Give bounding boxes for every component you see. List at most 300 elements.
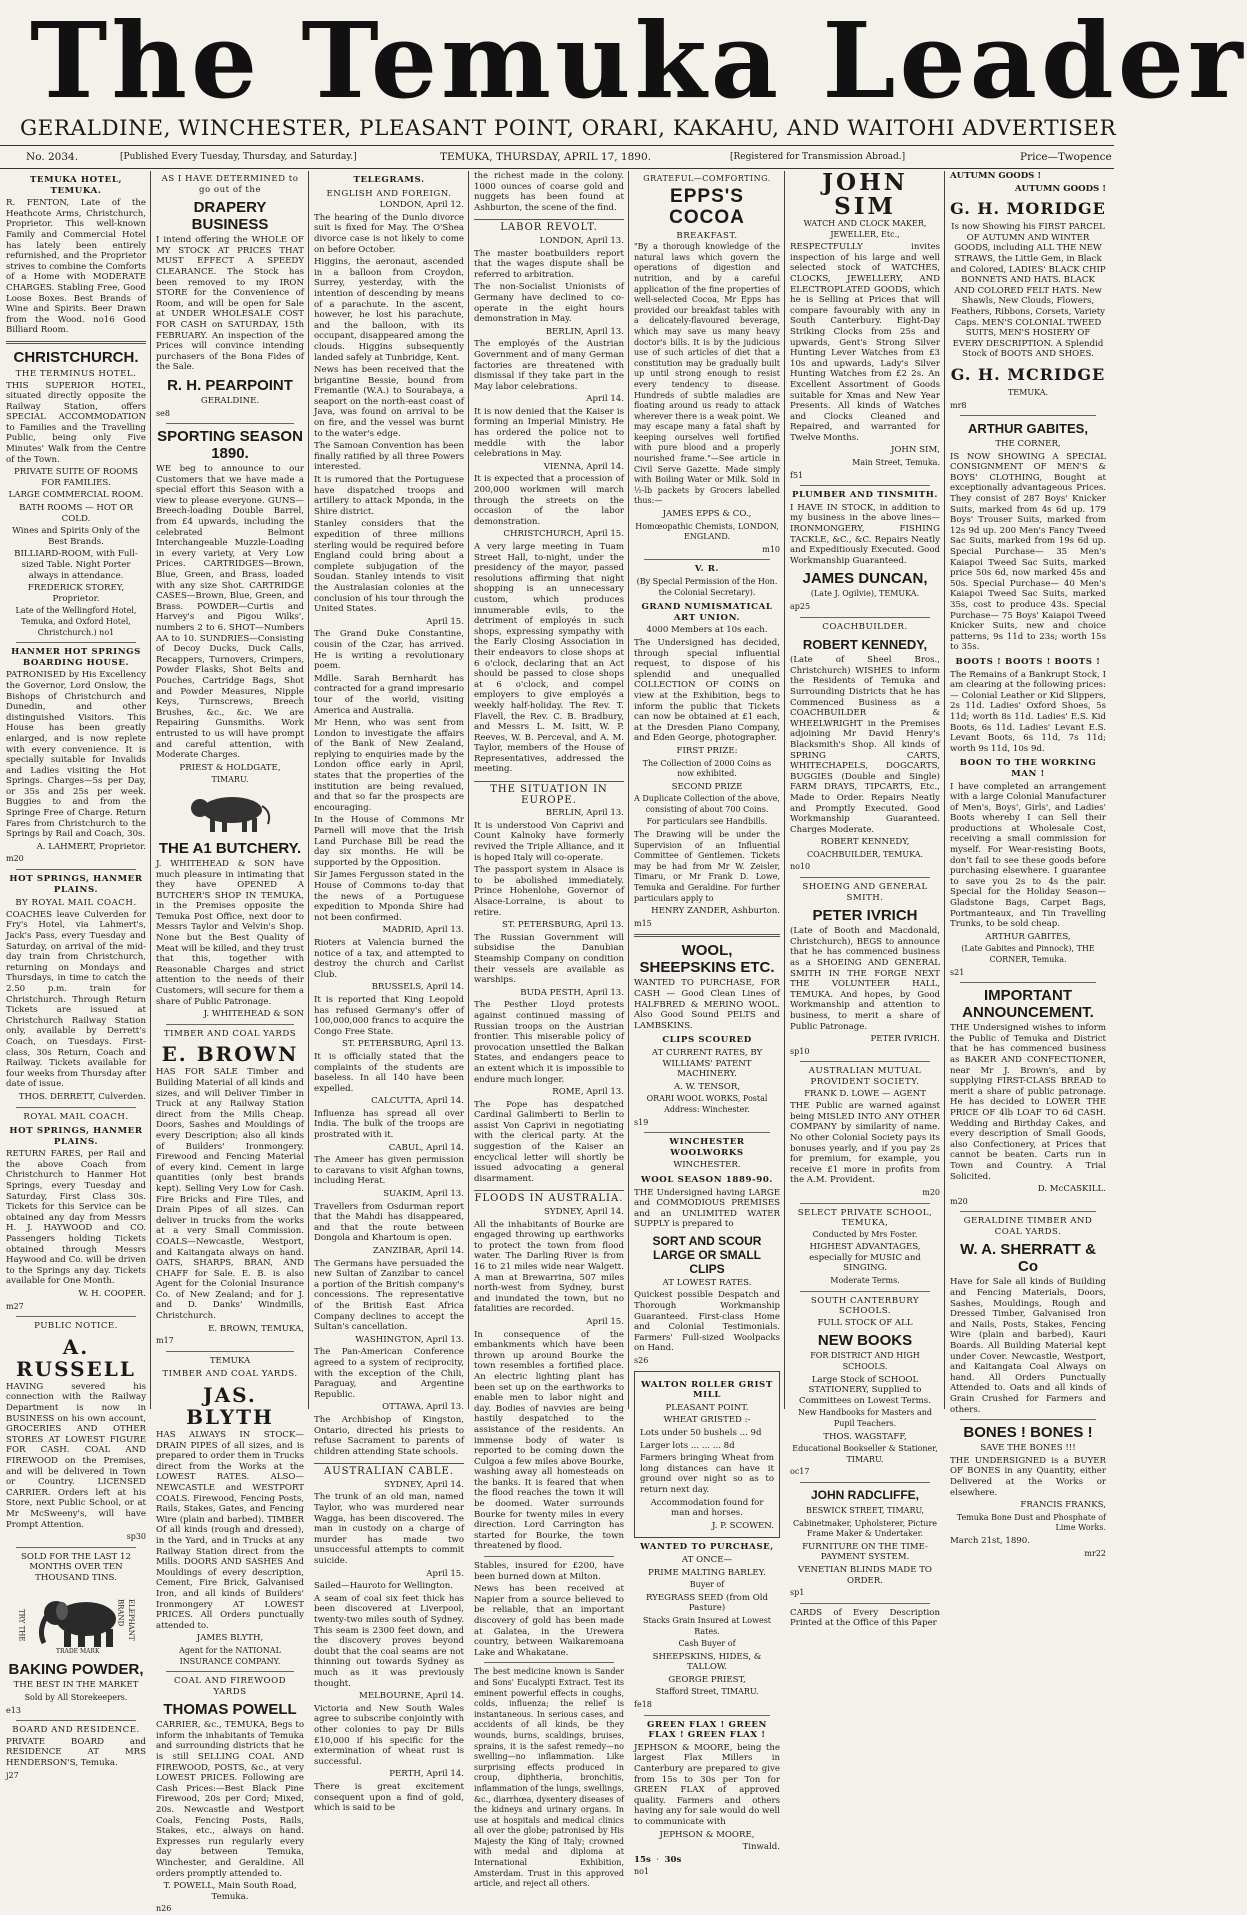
grateful-comforting: GRATEFUL—COMFORTING. xyxy=(643,174,771,183)
labor-revolt-heading: LABOR REVOLT. xyxy=(474,219,624,234)
column-1 xyxy=(6,171,146,1780)
news-paragraph: The Archbishop of Kingston, Ontario, directed his priests to refuse Sacrament to parents of children attending State schools. xyxy=(314,1414,464,1457)
dateline: ST. PETERSBURG, April 13. xyxy=(342,1039,464,1050)
dateline: VIENNA, April 14. xyxy=(543,461,624,472)
numismatical-heading: GRAND NUMISMATICAL ART UNION. xyxy=(641,602,773,623)
for-district: FOR DISTRICT AND HIGH SCHOOLS. xyxy=(810,1351,920,1372)
amp-body: THE Public are warned against being MISLED INTO ANY OTHER COMPANY by similarity of name. No other Colonial Society pays its bonuses yearly, and if you pay 2s for premium, for example, you receive £1 more in profits from the A.M. Provident. xyxy=(790,1101,940,1186)
dateline: ZANZIBAR, April 14. xyxy=(372,1246,464,1256)
drawing-body: The Drawing will be under the Supervision of an Influential Committee of Gentlemen. Tickets may be had from Mr W. Zeisler, Timaru, or Mr Frank D. Lowe, Temuka and Geraldine. For further particulars apply to xyxy=(634,830,780,903)
sold-by: Sold by All Storekeepers. xyxy=(24,1693,128,1703)
divider xyxy=(484,1556,614,1557)
zander-signature: HENRY ZANDER, Ashburton. xyxy=(651,906,780,917)
autumn-goods-line xyxy=(950,184,1106,195)
dateline: SYDNEY, April 14. xyxy=(384,1479,464,1490)
dateline: MELBOURNE, April 14. xyxy=(359,1691,464,1702)
select-school-heading: SELECT PRIVATE SCHOOL, TEMUKA, xyxy=(797,1207,933,1229)
wheat-gristed: WHEAT GRISTED :- xyxy=(663,1415,751,1426)
ivrich-body: (Late of Booth and Macdonald, Christchurch), BEGS to announce that he has commenced business as a SHOEING AND GENERAL SMITH IN THE FORGE NEXT THE VOLUNTEER HALL, TEMUKA. And hopes, by Good Workmanship and attention to business, to merit a share of Public Patronage. xyxy=(790,926,940,1032)
blyth-heading: JAS. BLYTH xyxy=(186,1383,274,1430)
save-bones: SAVE THE BONES !!! xyxy=(980,1443,1076,1454)
walton-heading: WALTON ROLLER GRIST MILL xyxy=(641,1379,773,1401)
terminus-heading: THE TERMINUS HOTEL. xyxy=(15,368,137,379)
news-paragraph: It is officially stated that the complaints of the students are baseless. In all 140 have been expelled. xyxy=(314,1051,464,1094)
moridge-heading: G. H. MORIDGE xyxy=(950,199,1106,219)
bull-illustration xyxy=(186,790,274,836)
sheepskins-hides: SHEEPSKINS, HIDES, & TALLOW. xyxy=(652,1651,762,1673)
storey-late: Late of the Wellingford Hotel, Temuka, and Oxford Hotel, Christchurch.) no1 xyxy=(15,606,137,637)
column-6 xyxy=(790,169,940,1629)
publication-schedule: [Published Every Tuesday, Thursday, and Saturday.] xyxy=(120,152,357,162)
green-flax-heading: GREEN FLAX ! GREEN FLAX ! GREEN FLAX ! xyxy=(647,1719,767,1741)
telegrams-heading: TELEGRAMS. xyxy=(353,175,425,185)
sporting-body: WE beg to announce to our Customers that we have made a special effort this Season with a view to please everyone. GUNS—Breech-loading Double Barrel, from £4 upwards, including the celebrated Belmont Interchangeable Muzzle-Loading in every variety, at Very Low Prices. CARTRIDGES—Brown, Blue, Green, and Brass, loaded with any size Shot. CARTRIDGE CASES—Brown, Blue, Green, and Brass. POWDER—Curtis and Harvey's and Pigou Wilks', numbers 2 to 6. SHOT—Numbers AA to 10. SUNDRIES—Consisting of Decoy Ducks, Duck Calls, Recappers, Turnovers, Crimpers, Powder Flasks, Shot Belts and Pouches, Cartridge Bags, Shot and Powder Measures, Nipple Keys, Turnscrews, Breech Brushes, &c., &c. We are Repairing Gunsmiths. Work entrusted to us will have prompt and careful attention, with Moderate Charges. xyxy=(156,464,304,761)
full-stock: FULL STOCK OF ALL xyxy=(817,1317,913,1328)
issue-number: No. 2034. xyxy=(26,151,79,163)
wagstaff-ref: oc17 xyxy=(790,1467,810,1477)
russell-heading: A. RUSSELL xyxy=(16,1334,136,1381)
dateline: SYDNEY, April 14. xyxy=(544,1207,624,1218)
autumn-goods-line xyxy=(950,171,1106,182)
divider xyxy=(166,1351,294,1352)
dateline xyxy=(0,145,1114,169)
whitehead-signature: J. WHITEHEAD & SON xyxy=(203,1009,304,1020)
dateline: CABUL, April 14. xyxy=(388,1142,464,1153)
priest-ref: fe18 xyxy=(634,1700,652,1710)
lots-under-price: Lots under 50 bushels ... 9d xyxy=(640,1428,762,1438)
jephson-signature: JEPHSON & MOORE, xyxy=(659,1829,755,1840)
vr-permission: (By Special Permission of the Hon. the Colonial Secretary). xyxy=(636,577,778,597)
divider xyxy=(800,877,930,878)
news-paragraph: It is rumored that the Portuguese have dispatched troops and artillery to attack Mponda, in the Shire district. xyxy=(314,475,464,517)
divider xyxy=(16,642,136,643)
divider xyxy=(16,1720,136,1721)
royal-mail-subheading: BY ROYAL MAIL COACH. xyxy=(15,898,137,909)
private-suite: PRIVATE SUITE OF ROOMS FOR FAMILIES. xyxy=(14,467,138,488)
storey-signature: FREDERICK STOREY, Proprietor. xyxy=(27,583,125,604)
amp-heading: AUSTRALIAN MUTUAL PROVIDENT SOCIETY. xyxy=(808,1066,922,1087)
best-in-market: THE BEST IN THE MARKET xyxy=(13,1680,139,1691)
news-paragraph: The Russian Government will subsidise the Danubian Steamship Company on condition their vessels are available as warships. xyxy=(474,932,624,986)
hanmer-boarding-heading: HANMER HOT SPRINGS BOARDING HOUSE. xyxy=(11,647,141,668)
cards-printed: CARDS of Every Description Printed at the Office of this Paper xyxy=(790,1607,940,1629)
sold-tins: SOLD FOR THE LAST 12 MONTHS OVER TEN THOUSAND TINS. xyxy=(21,1551,131,1583)
handbills: For particulars see Handbills. xyxy=(646,817,768,827)
vr-heading: V. R. xyxy=(694,564,720,575)
working-man-body: I have completed an arrangement with a large Colonial Manufacturer of Men's, Boys', Girls', and Ladies' Boots whereby I can Sell their productions at Wholesale Cost, receiving a small commission for myself. For Wear-resisting Boots, don't fail to see these goods before purchasing elsewhere. I guarantee to save you 2s to 4s the pair. Special for the Holiday Season— Gladstone Bags, Carpet Bags, Portmanteaux, and Tin Travelling Trunks, to be sold cheap. xyxy=(950,781,1106,930)
return-fares-body: RETURN FARES, per Rail and the above Coach from Christchurch to Hanmer Hot Springs, every Tuesday and Saturday, First Class 30s. Tickets for this Service can be obtained any day from Messrs H. J. HAYWOOD and CO. Passengers holding Tickets obtained through Messrs Haywood and Co. will be driven to the Springs any day. Tickets available for One Month. xyxy=(6,1149,146,1287)
stafford-street: Stafford Street, TIMARU. xyxy=(655,1687,759,1697)
divider xyxy=(800,617,930,618)
news-paragraph: Higgins, the aeronaut, ascended in a balloon from Croydon, Surrey, yesterday, with the intention of descending by means of a parachute. In the ascent, however, he lost his parachute, and the balloon, with its occupant, disappeared among the clouds. Higgins subsequently landed safely at Tunbridge, Kent. xyxy=(314,257,464,363)
dateline: WASHINGTON, April 13. xyxy=(355,1334,464,1345)
dateline: April 15. xyxy=(586,1316,624,1327)
pearpoint-ref: se8 xyxy=(156,408,170,418)
news-paragraph: the richest made in the colony. 1000 ounces of coarse gold and nuggets has been found at Ashburton, the scene of the find. xyxy=(474,171,624,213)
pleasant-point: PLEASANT POINT. xyxy=(665,1402,749,1413)
dateline: CALCUTTA, April 14. xyxy=(371,1096,464,1107)
divider xyxy=(800,1061,930,1062)
divider xyxy=(16,1547,136,1548)
divider xyxy=(16,1107,136,1108)
first-prize: FIRST PRIZE: xyxy=(676,745,738,756)
flax-price-range: 15s · 30s xyxy=(634,1854,682,1865)
australian-cable-heading: AUSTRALIAN CABLE. xyxy=(314,1463,464,1478)
ivrich-heading: PETER IVRICH xyxy=(812,907,918,925)
situation-europe-heading: THE SITUATION IN EUROPE. xyxy=(474,781,624,806)
john-sim-heading: JOHN SIM xyxy=(822,169,908,220)
divider xyxy=(960,982,1096,983)
news-paragraph: Stanley considers that the expedition of three millions sterling would be required before England could bring about a complete subjugation of the Soudan. Stanley intends to visit the Australasian colonies at the conclusion of his tour through the United States. xyxy=(314,519,464,615)
divider xyxy=(800,1203,930,1204)
floods-australia-heading: FLOODS IN AUSTRALIA. xyxy=(474,1190,624,1205)
moridge-location: TEMUKA. xyxy=(1007,387,1049,397)
sc-schools-heading: SOUTH CANTERBURY SCHOOLS. xyxy=(810,1295,920,1317)
news-paragraph: It is expected that a procession of 200,000 workmen will march through the streets on the occasion of the labor demonstration. xyxy=(474,474,624,527)
epps-signature-location: Homœopathic Chemists, LONDON, ENGLAND. xyxy=(635,521,779,542)
important-body: THE Undersigned wishes to inform the Public of Temuka and District that he has commenced business as BAKER AND CONFECTIONER, near Mr J. Brown's, and by supplying FIRST-CLASS BREAD to merit a share of public patronage. He has decided to LOWER THE PRICE OF 4lb LOAF TO 6d CASH. Wedding and Birthday Cakes, and every description of Small Goods, also Confectionery, at Prices that cannot be beaten. Carts run in Town and Country. A Trial Solicited. xyxy=(950,1023,1106,1182)
tinwald: Tinwald. xyxy=(742,1842,780,1853)
brand-label: ELEPHANT BRAND xyxy=(116,1599,135,1642)
stacks-insured: Stacks Grain Insured at Lowest Rates. xyxy=(642,1615,772,1636)
dateline: ST. PETERSBURG, April 13. xyxy=(502,920,624,931)
timber-coal-heading-2: TIMBER AND COAL YARDS. xyxy=(162,1369,298,1380)
divider xyxy=(644,1132,770,1133)
pearpoint-heading: R. H. PEARPOINT xyxy=(167,376,293,394)
boots-heading: BOOTS ! BOOTS ! BOOTS ! xyxy=(955,656,1101,667)
issue-date: TEMUKA, THURSDAY, APRIL 17, 1890. xyxy=(440,151,651,163)
divider xyxy=(960,1419,1096,1420)
john-sim-address: Main Street, Temuka. xyxy=(852,458,940,468)
cash-buyer-of: Cash Buyer of xyxy=(678,1639,736,1649)
large-stock: Large Stock of SCHOOL STATIONERY, Supplied to Committees on Lowest Terms. xyxy=(799,1374,931,1406)
news-paragraph: The master boatbuilders report that the wages dispute shall be referred to arbitration. xyxy=(474,248,624,280)
cabinetmaker: Cabinetmaker, Upholsterer, Picture Frame Maker & Undertaker. xyxy=(792,1518,938,1539)
blyth-agent: Agent for the NATIONAL INSURANCE COMPANY. xyxy=(179,1645,281,1666)
drapery-heading: DRAPERY BUSINESS xyxy=(191,199,269,234)
blyth-body: HAS ALWAYS IN STOCK— DRAIN PIPES of all sizes, and is prepared to order them in Trucks direct from the Works at the LOWEST RATES. ALSO— NEWCASTLE and WESTPORT COALS. Firewood, Fencing Posts, Rails, Stakes, Gates, and Fencing Wire (plain and barbed). TIMBER Of all kinds (rough and dressed), in the Yard, and in Trucks at any Railway Station direct from the Mills. DOORS AND SASHES And Mouldings of every description, Cement, Fire Brick, Galvanised Iron, and all kinds of Builders' Ironmongery AT LOWEST PRICES. All Orders punctually attended to. xyxy=(156,1430,304,1631)
divider xyxy=(960,1211,1096,1212)
dateline: OTTAWA, April 13. xyxy=(382,1402,464,1413)
column-3 xyxy=(314,171,464,1814)
john-sim-signature: JOHN SIM, xyxy=(890,445,940,456)
wagstaff-signature: THOS. WAGSTAFF, xyxy=(823,1431,907,1442)
brown-body: HAS FOR SALE Timber and Building Material of all kinds and sizes, and will Deliver Timber in Truck at any Railway Station direct from the Mills Cheap. Doors, Sashes and Mouldings of every Description; also all kinds of Builders' Ironmongery. Firewood and Fencing Material of every kind. Cement in large quantities (only best brands kept). Selling Very Low for Cash. Fire Bricks and Fire Tiles, and Drain Pipes of all sizes. Can deliver in trucks from the works at a very Small Commission. COALS—Newcastle, Westport, and Kaitangata always on hand. OATS, SHARPS, BRAN, AND CHAFF for Sale. E. B. is also Agent for the Colonial Insurance Co. of New Zealand; and for J. and D. Danks' Windmills, Christchurch. xyxy=(156,1067,304,1322)
pearpoint-location: GERALDINE. xyxy=(200,395,260,406)
column-rule xyxy=(944,171,945,1409)
bull-icon xyxy=(186,790,274,834)
tensor-signature: A. W. TENSOR, xyxy=(673,1081,741,1092)
coaches-body: COACHES leave Culverden for Fry's Hotel, via Lahmert's, Jack's Pass, every Tuesday and Saturday, on arrival of the mid-day train from Christchurch, returning on Mondays and Thursdays, in time to catch the 2.50 p.m. train for Christchurch. Through Return Tickets are issued at Christchurch Railway Station only, available by Derrett's Coach, on Tuesdays. First-class, 30s Return, Coach and Railway. Tickets available for four weeks from Thursday after date of issue. xyxy=(6,909,146,1090)
new-books-heading: NEW BOOKS xyxy=(817,1332,913,1350)
column-rule xyxy=(628,171,629,1409)
news-paragraph: Mdlle. Sarah Bernhardt has contracted for a grand impresario tour of the world, visiting America and Australia. xyxy=(314,673,464,716)
franks-sub: Temuka Bone Dust and Phosphate of Lime Works. xyxy=(956,1512,1106,1533)
news-paragraph: The Grand Duke Constantine, cousin of the Czar, has arrived. He is writing a revolutionary poem. xyxy=(314,629,464,672)
autumn-goods-1: AUTUMN GOODS ! xyxy=(950,171,1042,181)
sherratt-body: Have for Sale all kinds of Building and Fencing Materials, Doors, Sashes, Mouldings, Rough and Dressed Timber, Galvanised Iron and Nails, Posts, Stakes, Fencing Wire (plain and barbed), Kauri Boards. All Building Material kept under Cover. Newcastle, Westport, and Kaitangata Coal Always on hand. All Orders Punctually Attended to. Oats and all kinds of Grain Crushed for Farmers and others. xyxy=(950,1277,1106,1415)
dateline: BRUSSELS, April 14. xyxy=(371,982,464,993)
jephson-ref: no1 xyxy=(634,1867,650,1877)
larger-lots-price: Larger lots ... ... ... 8d xyxy=(640,1440,735,1451)
mccaskill-ref: m20 xyxy=(950,1196,968,1206)
news-paragraph: The Germans have persuaded the new Sultan of Zanzibar to cancel a portion of the British company's concessions. The representative of the British East Africa Company declines to accept the Sultan's cancellation. xyxy=(314,1258,464,1333)
wagstaff-sub: Educational Bookseller & Stationer, TIMARU. xyxy=(792,1444,938,1464)
determined-heading: AS I HAVE DETERMINED to go out of the xyxy=(161,174,299,195)
lowe-agent: FRANK D. LOWE — AGENT xyxy=(804,1088,926,1099)
breakfast-subheading: BREAKFAST. xyxy=(676,230,738,241)
news-paragraph: The Pan-American Conference agreed to a system of reciprocity, with the exception of the Chili, Paraguay, and Argentine Republic. xyxy=(314,1347,464,1400)
price-high: 30s xyxy=(664,1854,682,1865)
kennedy-signature-sub: COACHBUILDER, TEMUKA. xyxy=(806,849,924,859)
divider xyxy=(800,1603,930,1604)
sporting-season-heading: SPORTING SEASON 1890. xyxy=(157,428,303,463)
epps-signature: JAMES EPPS & CO., xyxy=(662,509,752,520)
hanmer-boarding-body: PATRONISED by His Excellency the Governor, Lord Onslow, the Bishops of Christchurch and Dunedin, and other distinguished Visitors. This House has been greatly enlarged, and is now replete with every convenience. It is specially suitable for Invalids and Ladies visiting the Hot Springs. Charges—5s per Day, or 35s and 25s per week. Buggies to and from the Springe Free of Charge. Return Fares from Christchurch to the Springs by Rail and Coach, 30s. xyxy=(6,670,146,840)
john-sim-body: RESPECTFULLY invites inspection of his large and well selected stock of WATCHES, CLOCKS, JEWELLERY, AND ELECTROPLATED GOODS, which he is Selling at Prices that will compare favourably with any in South Canterbury. Eight-Day Striking Clocks from 25s and upwards, Gent's Strong Silver Hunting Lever Watches from £3 10s and upwards, Lady's Silver Hunting Watches from £2 2s. An Excellent Assortment of Goods suitable for Xmas and New Year Presents. All kinds of Watches and Clocks Cleaned and Repaired, and warranted for Twelve Months. xyxy=(790,242,940,443)
coachbuilder-heading: COACHBUILDER. xyxy=(822,621,908,632)
news-paragraph: Rioters at Valencia burned the notice of a tax, and attempted to destroy the church and Carlist Club. xyxy=(314,937,464,980)
news-paragraph: It is understood Von Caprivi and Count Kalnoky have formerly revived the Triple Alliance, and it is hoped Italy will co-operate. xyxy=(474,820,624,863)
divider xyxy=(166,423,294,424)
duncan-sub: (Late J. Ogilvie), TEMUKA. xyxy=(810,589,920,599)
divider xyxy=(6,341,146,344)
venetian-ref: sp1 xyxy=(790,1588,805,1598)
green-flax-body: JEPHSON & MOORE, being the largest Flax Millers in Canterbury are prepared to give from 15s to 30s per Ton for GREEN FLAX of approved quality. Farmers and others having any for sale would do well to communicate with xyxy=(634,1742,780,1827)
duncan-ref: ap25 xyxy=(790,602,811,611)
news-paragraph: A very large meeting in Tuam Street Hall, to-night, under the presidency of the mayor, passed resolutions affirming that night shopping is an unnecessary custom, which produces innumerable evils, to the detriment of employés in such shops, expressing sympathy with the Early Closing Association in their endeavors to close shops at 6 o'clock, declaring that an Act should be passed to close shops at 6 o'clock, and compel employers to give employés a weekly half-holiday. The Rev. T. Flavell, the Rev. C. B. Bradbury, and Messrs L. M. Isitt, W. P. Reeves, W. B. Perceval, and A. M. Taylor, members of the House of Representatives, addressed the meeting. xyxy=(474,542,624,775)
franks-signature: FRANCIS FRANKS, xyxy=(1020,1500,1106,1511)
walton-advert xyxy=(634,1371,780,1539)
george-priest: GEORGE PRIEST, xyxy=(668,1674,746,1685)
franks-date: March 21st, 1890. xyxy=(950,1535,1030,1546)
powell-ref: n26 xyxy=(156,1904,172,1914)
dateline: BERLIN, April 13. xyxy=(545,808,624,819)
column-2 xyxy=(156,171,304,1914)
column-4 xyxy=(474,171,624,1889)
bath-rooms: BATH ROOMS — HOT OR COLD. xyxy=(19,503,133,524)
news-paragraph: The hearing of the Dunlo divorce suit is fixed for May. The O'Shea divorce case is not likely to come on before October. xyxy=(314,212,464,255)
duncan-heading: JAMES DUNCAN, xyxy=(802,570,928,588)
bones-heading: BONES ! BONES ! xyxy=(963,1424,1093,1442)
dateline: MADRID, April 13. xyxy=(382,925,464,936)
franks-ref: mr22 xyxy=(1084,1548,1106,1558)
english-foreign-heading: ENGLISH AND FOREIGN. xyxy=(326,188,452,199)
dateline: ROME, April 13. xyxy=(552,1087,624,1098)
news-paragraph: All the inhabitants of Bourke are engaged throwing up earthworks to protect the town from flood water. The Darling River is from 16 to 21 miles wide near Walgett. A man at Brewarrina, 507 miles north-west from Sydney, burst and inundated the town, but no fatalities are recorded. xyxy=(474,1219,624,1315)
second-prize: SECOND PRIZE xyxy=(671,781,743,792)
winchester-woolworks-heading: WINCHESTER WOOLWORKS xyxy=(669,1137,745,1158)
kennedy-ref: no10 xyxy=(790,862,811,872)
radcliffe-heading: JOHN RADCLIFFE, xyxy=(811,1487,919,1502)
news-paragraph: News has been received at Napier from a source believed to be reliable, that an important discovery of gold has been made at Galatea, in the Urewera country, between Waikaremoana Lake and Whakatane. xyxy=(474,1584,624,1658)
working-man-heading: BOON TO THE WORKING MAN ! xyxy=(959,758,1097,779)
brown-ref: m17 xyxy=(156,1336,174,1346)
farmers-note: Farmers bringing Wheat from long distances can have it ground over night so as to return next day. xyxy=(640,1453,774,1495)
epps-cocoa-heading: EPPS'S COCOA xyxy=(669,185,745,228)
derrett-signature: THOS. DERRETT, Culverden. xyxy=(18,1091,146,1102)
masthead xyxy=(0,0,1247,150)
divider xyxy=(644,559,770,560)
dateline: April 15. xyxy=(426,616,464,627)
divider xyxy=(16,869,136,870)
billiard-room: BILLIARD-ROOM, with Full-sized Table. Night Porter always in attendance. xyxy=(14,549,138,581)
russell-body: HAVING severed his connection with the Railway Department is now in BUSINESS on his own account, GROCERIES AND OTHER STORES AT LOWEST FIGURE FOR CASH. COAL AND FIREWOOD on the Premises, and will be delivered in Town or Country. LICENSED CARRIER. Orders left at his Store, next Public School, or at Mr McSweeny's, will have Prompt Attention. xyxy=(6,1381,146,1530)
wanted-purchase-body: WANTED TO PURCHASE, FOR CASH — Good Clean Lines of HALFBRED & MERINO WOOL. Also Good Sound PELTS and LAMBSKINS. xyxy=(634,978,780,1031)
price: Price—Twopence xyxy=(1020,151,1112,163)
commercial-room: LARGE COMMERCIAL ROOM. xyxy=(8,490,144,501)
column-rule xyxy=(150,171,151,1409)
ryegrass-seed: RYEGRASS SEED (from Old Pasture) xyxy=(645,1592,769,1614)
orari-ref: s19 xyxy=(634,1117,649,1127)
wool-season-body: THE Undersigned having LARGE and COMMODIOUS PREMISES and an UNLIMITED WATER SUPPLY is prepared to xyxy=(634,1187,780,1230)
news-paragraph: Stables, insured for £200, have been burned down at Milton. xyxy=(474,1561,624,1582)
news-paragraph: Sir James Fergusson stated in the House of Commons to-day that the news of a Portuguese expedition to Mponda Shire had not been confirmed. xyxy=(314,870,464,923)
dateline: BUDA PESTH, April 13. xyxy=(520,987,624,998)
trade-mark-label: TRADE MARK xyxy=(56,1648,100,1656)
column-rule xyxy=(468,171,469,1409)
news-paragraph: The non-Socialist Unionists of Germany have declined to co-operate in the eight hours demonstration in May. xyxy=(474,282,624,325)
public-notice-heading: PUBLIC NOTICE. xyxy=(34,1321,118,1332)
divider xyxy=(800,1482,930,1483)
temuka-hotel-body: R. FENTON, Late of the Heathcote Arms, Christchurch, Proprietor. This well-known Family and Commercial Hotel has lately been entirely refurnished, and the Proprietor strives to combine the Comforts of a Home with MODERATE CHARGES. Stabling Free, Good Loose Boxes. Best Brands of Wine and Spirits. Beer Drawn from the Wood. no16 Good Billiard Room. xyxy=(6,198,146,336)
highest-advantages: HIGHEST ADVANTAGES, especially for MUSIC and SINGING. xyxy=(809,1242,921,1274)
epps-ref: m10 xyxy=(762,544,780,554)
wanted-purchase-heading: WANTED TO PURCHASE, xyxy=(640,1542,774,1553)
powell-signature: T. POWELL, Main South Road, Temuka. xyxy=(163,1881,297,1902)
divider xyxy=(484,1662,614,1663)
baking-powder-heading: BAKING POWDER, xyxy=(8,1661,144,1679)
hot-springs-heading-2: HOT SPRINGS, HANMER PLAINS. xyxy=(9,1126,143,1147)
amp-ref: m20 xyxy=(922,1187,940,1197)
drapery-body: I intend offering the WHOLE OF MY STOCK AT PRICES THAT MUST EFFECT A SPEEDY CLEARANCE. The Stock has been removed to my IRON STORE for the Convenience of Room, and will be open for Sale at UNDER WHOLESALE COST FOR CASH on SATURDAY, 15th FEBRUARY. An inspection of the Prices will convince intending purchasers of the Bona Fides of the Sale. xyxy=(156,235,304,373)
moridge-ref: mr8 xyxy=(950,400,967,410)
orari-wool-works: ORARI WOOL WORKS, Postal Address: Winchester. xyxy=(646,1094,768,1114)
wines-spirits: Wines and Spirits Only of the Best Brands. xyxy=(12,526,140,547)
dateline: SUAKIM, April 13. xyxy=(383,1189,464,1200)
brown-heading: E. BROWN xyxy=(161,1042,299,1067)
news-paragraph: It is now denied that the Kaiser is forming an Imperial Ministry. He has ordered the police not to meddle with the labor celebrations in May. xyxy=(474,406,624,460)
divider xyxy=(644,1715,770,1716)
boots-body: The Remains of a Bankrupt Stock, I am clearing at the following prices:— Colonial Leather or Kid Slippers, 2s 11d. Ladies' Oxford Shoes, 5s 11d; worth 8s 11d. Ladies' E.S. Kid Boots, 6s 11d. Ladies' Levant E.S. Levant Boots, 6s 11d, 7s 11d; worth 9s 11d, 10s 9d. xyxy=(950,669,1106,754)
malting-barley: PRIME MALTING BARLEY. xyxy=(648,1567,766,1578)
kennedy-heading: ROBERT KENNEDY, xyxy=(802,637,928,653)
at-once: AT ONCE— xyxy=(681,1554,733,1565)
dateline: LONDON, April 13. xyxy=(539,235,624,246)
private-board-ref: j27 xyxy=(6,1770,19,1780)
hot-springs-heading: HOT SPRINGS, HANMER PLAINS. xyxy=(9,874,143,895)
news-paragraph: Influenza has spread all over India. The bulk of the troops are prostrated with it. xyxy=(314,1108,464,1141)
news-paragraph: The employés of the Austrian Government and of many German factories are threatened with dismissal if they take part in the May labor celebrations. xyxy=(474,339,624,392)
news-paragraph: The Ameer has given permission to caravans to visit Afghan towns, including Herat. xyxy=(314,1155,464,1187)
wool-season-heading: WOOL SEASON 1889-90. xyxy=(640,1174,774,1185)
bones-body: THE UNDERSIGNED is a BUYER OF BONES in any Quantity, either Delivered at the Works or elsewhere. xyxy=(950,1455,1106,1498)
butchery-body: J. WHITEHEAD & SON have much pleasure in intimating that they have OPENED A BUTCHER'S SHOP IN TEMUKA, in the Premises opposite the Temuka Post Office, next door to Messrs Taylor and Velvin's Shop. None but the Best Quality of Meat will be killed, and they trust that this, together with Reasonable Charges and strict attention to the needs of their Customers, will secure for them a share of Public Patronage. xyxy=(156,858,304,1007)
terminus-body: THIS SUPERIOR HOTEL, situated directly opposite the Railway Station, offers SPECIAL ACCOMMODATION to Families and the Travelling Public, being only Five Minutes' Walk from the Centre of the Town. xyxy=(6,380,146,465)
mccaskill-signature: D. McCASKILL. xyxy=(1037,1184,1106,1195)
walton-ref: s26 xyxy=(634,1356,649,1366)
members: 4000 Members at 10s each. xyxy=(646,625,768,636)
column-7 xyxy=(950,171,1106,1558)
timber-coal-heading: TIMBER AND COAL YARDS xyxy=(163,1028,297,1039)
news-paragraph: It is reported that King Leopold has refused Germany's offer of 100,000,000 francs to acquire the Congo Free State. xyxy=(314,994,464,1037)
priest-holdgate: PRIEST & HOLDGATE, xyxy=(179,762,281,773)
private-board-body: PRIVATE BOARD and RESIDENCE AT MRS HENDERSON'S, Temuka. xyxy=(6,1736,146,1769)
divider xyxy=(166,1671,294,1672)
news-paragraph: Victoria and New South Wales agree to subscribe conjointly with other colonies to pay Dr Bills £10,000 if his specific for the extermination of wheat rust is successful. xyxy=(314,1703,464,1767)
dateline: April 15. xyxy=(426,1568,464,1579)
dateline: CHRISTCHURCH, April 15. xyxy=(503,529,624,540)
select-school-sub: Conducted by Mrs Foster. xyxy=(812,1229,918,1239)
sherratt-heading: W. A. SHERRATT & Co xyxy=(960,1241,1096,1276)
lowest-rates: AT LOWEST RATES. xyxy=(662,1277,752,1288)
ivrich-signature: PETER IVRICH. xyxy=(870,1034,940,1045)
divider xyxy=(16,1316,136,1317)
first-prize-body: The Collection of 2000 Coins as now exhibited. xyxy=(642,758,772,779)
gabites-signature-sub: (Late Gabites and Pinnock), THE CORNER, Temuka. xyxy=(961,944,1095,964)
divider xyxy=(960,415,1096,416)
wool-heading: WOOL, SHEEPSKINS ETC. xyxy=(639,942,775,977)
try-the-label: TRY THE xyxy=(17,1609,26,1642)
moderate-terms: Moderate Terms. xyxy=(830,1276,900,1286)
column-rule xyxy=(308,171,309,1409)
news-paragraph: The trunk of an old man, named Taylor, who was murdered near Wagga, has been discovered. The man in custody on a charge of murder has made two unsuccessful attempts to commit suicide. xyxy=(314,1492,464,1567)
gabites-heading: ARTHUR GABITES, xyxy=(968,421,1088,437)
powell-body: CARRIER, &c., TEMUKA, Begs to inform the inhabitants of Temuka and surrounding districts that he is still SELLING COAL AND FIREWOOD, POSTS, &c., at very LOWEST PRICES. Following are Cash Prices:—Best Black Pine Firewood, 20s per Cord; Mixed, 20s. Newcastle and Westport Coals, Fencing Posts, Rails, Stakes, etc., always on hand. Expresses run regularly every day between Temuka, Winchester, and Geraldine. All orders promptly attended to. xyxy=(156,1720,304,1879)
news-paragraph: The Samoan Convention has been finally ratified by all three Powers interested. xyxy=(314,441,464,473)
gabites-ref: s21 xyxy=(950,967,965,977)
eucalypti-advert: The best medicine known is Sander and Sons' Eucalypti Extract. Test its eminent powerful effects in coughs, colds, influenza; the relief is instantaneous. In serious cases, and accidents of all kinds, be they wounds, burns, scaldings, bruises, sprains, it is the safest remedy—no swelling—no inflammation. Like surprising effects produced in croup, diphtheria, bronchitis, inflammation of the lungs, swellings, &c., diarrhœa, dysentery diseases of the kidneys and urinary organs. In use at hospitals and medical clinics all over the globe; patronised by His Majesty the King of Italy; crowned with medal and diploma at International Exhibition, Amsterdam. Trust in this approved article, and reject all others. xyxy=(474,1667,624,1889)
news-paragraph: In consequence of the embankments which have been thrown up around Bourke the town resembles a fortified place. An electric lighting plant has been set up on the earthworks to enable men to labor night and day. Bodies of navvies are being hastily despatched to the assistance of the residents. An immense body of water is reported to be coming down the Culgoa a few miles above Bourke, washing away all homesteads on the banks. It is feared that when the flood reaches the town it will be doomed. Water surrounds Bourke for twenty miles in every direction. Lord Carrington has started for Bourke, the town threatened by flood. xyxy=(474,1329,624,1552)
news-paragraph: Travellers from Osdurman report that the Mahdi has disappeared, and that the route between Dongola and Khartoum is open. xyxy=(314,1201,464,1244)
blyth-signature: JAMES BLYTH, xyxy=(196,1633,264,1644)
gabites-body: IS NOW SHOWING A SPECIAL CONSIGNMENT OF MEN'S & BOYS' CLOTHING, Bought at exceptionally advantageous Prices. They consist of 287 Boys' Knicker Suits, marked from 4s 6d up. 179 Boys' Trouser Suits, marked from 12s 9d up. 200 Men's Fancy Tweed Sac Suits, marked from 19s 6d up. Special Purchase— 35 Men's Kaiapoi Tweed Sac Suits, marked price 50s 6d, now marked 45s and 50s. Special Purchase— 40 Men's Kaiapoi Tweed Sac Suits, marked 35s, cost to produce 43s. Special Purchase— 75 Boys' Kaiapoi Tweed Knicker Suits, new and choice patterns, 9s 11d to 23s; worth 15s to 35s. xyxy=(950,451,1106,653)
geraldine-yards-heading: GERALDINE TIMBER AND COAL YARDS. xyxy=(963,1216,1093,1237)
john-sim-trade: WATCH AND CLOCK MAKER, JEWELLER, Etc., xyxy=(803,219,927,239)
news-paragraph: News has been received that the brigantine Bessie, bound from Fremantle (W.A.) to Sourabaya, a seaport on the north-east coast of Java, was found on arrival to be on fire, and the vessel was burnt to the water's edge. xyxy=(314,365,464,439)
important-announcement-heading: IMPORTANT ANNOUNCEMENT. xyxy=(962,987,1094,1022)
lahmert-signature: A. LAHMERT, Proprietor. xyxy=(36,841,146,852)
divider xyxy=(166,1024,294,1025)
sort-scour-heading: SORT AND SCOUR LARGE OR SMALL CLIPS xyxy=(652,1233,762,1276)
kennedy-signature: ROBERT KENNEDY, xyxy=(820,837,910,848)
elephant-trademark xyxy=(16,1587,136,1657)
plumber-heading: PLUMBER AND TINSMITH. xyxy=(791,490,939,501)
plumber-body: I HAVE IN STOCK, in addition to my business in the above lines— IRONMONGERY, FISHING TACKLE, &C., &C. Repairs Neatly and Expeditiously Executed. Good Workmanship Guaranteed. xyxy=(790,502,940,566)
coal-firewood-heading: COAL AND FIREWOOD YARDS xyxy=(173,1676,287,1697)
news-paragraph: Mr Henn, who was sent from London to investigate the affairs of the Bank of New Zealand, replying to enquiries made by the London office early in April, states that the properties of the institution are being revalued, and that so far the prospects are encouraging. xyxy=(314,718,464,813)
lowest-body: Quickest possible Despatch and Thorough Workmanship Guaranteed. First-class Home and Colonial Testimonials. Farmers' Full-sized Woolpacks on Hand. xyxy=(634,1290,780,1354)
news-paragraph: The Pesther Lloyd protests against continued massing of Russian troops on the Austrian frontier. This miserable policy of provocation unsettled the Balkan States, and endangers peace to an extent which it is impossible to endure much longer. xyxy=(474,1000,624,1085)
john-sim-ref: f51 xyxy=(790,470,804,480)
dateline: LONDON, April 12. xyxy=(379,200,464,211)
shoeing-heading: SHOEING AND GENERAL SMITH. xyxy=(802,882,928,903)
venetian-blinds: VENETIAN BLINDS MADE TO ORDER. xyxy=(798,1564,932,1586)
time-payment: FURNITURE ON THE TIME-PAYMENT SYSTEM. xyxy=(802,1541,928,1563)
column-5 xyxy=(634,171,780,1877)
news-paragraph: There is great excitement consequent upon a find of gold, which is said to be xyxy=(314,1781,464,1814)
accommodation-note: Accommodation found for man and horses. xyxy=(650,1497,764,1519)
clips-body: AT CURRENT RATES, BY WILLIAMS' PATENT MACHINERY. xyxy=(651,1047,763,1080)
baking-ref: e13 xyxy=(6,1705,21,1715)
scowen-signature: J. P. SCOWEN. xyxy=(711,1520,774,1531)
dateline: BERLIN, April 13. xyxy=(545,326,624,337)
winchester-location: WINCHESTER. xyxy=(673,1160,741,1171)
board-residence-heading: BOARD AND RESIDENCE. xyxy=(12,1725,140,1736)
temuka-label: TEMUKA xyxy=(209,1355,251,1366)
newspaper-subtitle: GERALDINE, WINCHESTER, PLEASANT POINT, ORARI, KAKAHU, AND WAITOHI ADVERTISER xyxy=(20,116,1117,141)
lahmert-ref: m20 xyxy=(6,854,24,864)
